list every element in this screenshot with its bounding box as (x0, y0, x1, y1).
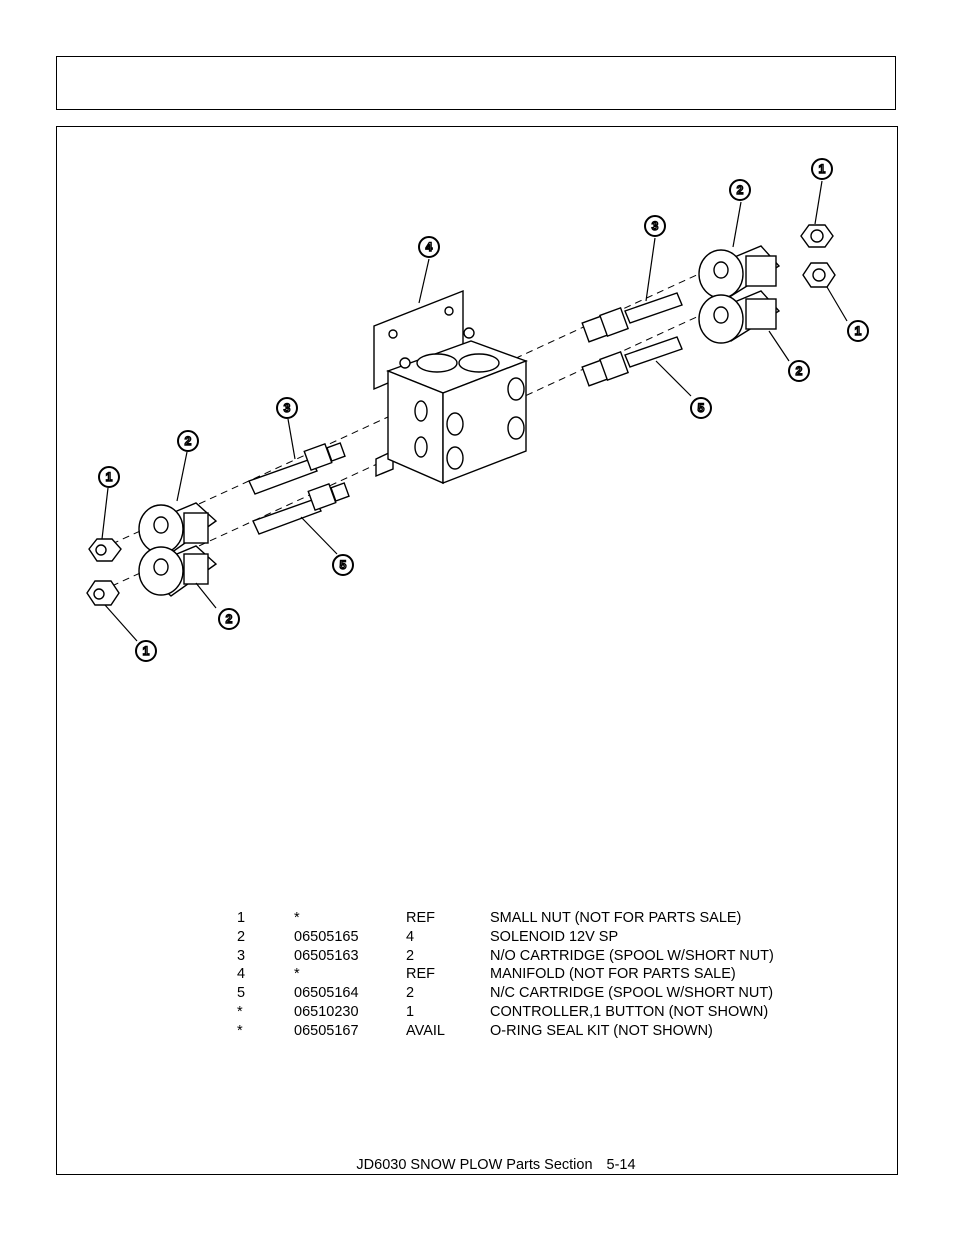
svg-text:1: 1 (142, 644, 150, 658)
svg-text:3: 3 (651, 219, 659, 233)
callout-manifold (419, 237, 439, 257)
svg-text:2: 2 (225, 612, 233, 626)
svg-text:1: 1 (818, 162, 826, 176)
right-solenoid-top (699, 246, 779, 298)
manifold (374, 291, 526, 483)
header-box (56, 56, 896, 110)
callout-left-nut-top (99, 467, 119, 487)
table-row (237, 947, 774, 966)
ref-number: * (237, 1022, 243, 1039)
left-nut-bottom (87, 581, 119, 605)
parts-list-table (237, 909, 774, 1041)
part-number: 06505167 (294, 1022, 359, 1039)
quantity: 1 (406, 1003, 415, 1020)
callout-right-solenoid-top (730, 180, 750, 200)
quantity: REF (406, 910, 435, 926)
right-cartridge-no (582, 293, 682, 342)
callout-left-nut-bottom (136, 641, 156, 661)
callout-left-cartridge-no (277, 398, 297, 418)
part-number: * (294, 966, 300, 983)
svg-text:5: 5 (339, 558, 347, 572)
table-row (237, 1003, 774, 1022)
left-solenoid-bottom (139, 546, 216, 596)
description: N/C CARTRIDGE (SPOOL W/SHORT NUT) (490, 985, 774, 1002)
table-row (237, 928, 774, 947)
description: SMALL NUT (NOT FOR PARTS SALE) (490, 910, 742, 926)
svg-text:4: 4 (425, 240, 433, 254)
callout-right-cartridge-no (645, 216, 665, 236)
svg-text:2: 2 (184, 434, 192, 448)
table-row (237, 1022, 774, 1041)
left-solenoid-top (139, 503, 216, 553)
svg-text:2: 2 (736, 183, 744, 197)
table-row (237, 909, 774, 928)
svg-text:1: 1 (854, 324, 862, 338)
ref-number: 3 (237, 947, 246, 964)
ref-number: 2 (237, 928, 246, 945)
right-nut-bottom (803, 263, 835, 287)
part-number: 06505165 (294, 928, 359, 945)
ref-number: * (237, 1003, 243, 1020)
part-number: 06505163 (294, 947, 359, 964)
description: MANIFOLD (NOT FOR PARTS SALE) (490, 966, 736, 983)
callout-left-solenoid-top (178, 431, 198, 451)
left-cartridge-nc (253, 483, 349, 534)
page-number: 5-14 (606, 1157, 636, 1173)
callout-right-solenoid-bottom (789, 361, 809, 381)
callout-left-solenoid-bottom (219, 609, 239, 629)
svg-text:1: 1 (105, 470, 113, 484)
right-nut-top (801, 225, 833, 247)
left-cartridge-no (249, 443, 345, 494)
right-cartridge-nc (582, 337, 682, 386)
table-row (237, 984, 774, 1003)
description: O-RING SEAL KIT (NOT SHOWN) (490, 1022, 713, 1039)
footer-title: JD6030 SNOW PLOW Parts Section (356, 1157, 593, 1173)
description: CONTROLLER,1 BUTTON (NOT SHOWN) (490, 1003, 769, 1020)
callout-right-nut-top (812, 159, 832, 179)
description: SOLENOID 12V SP (490, 928, 619, 945)
svg-text:3: 3 (283, 401, 291, 415)
description: N/O CARTRIDGE (SPOOL W/SHORT NUT) (490, 947, 774, 964)
main-content-box (56, 126, 898, 1175)
part-number: * (294, 910, 300, 926)
svg-text:5: 5 (697, 401, 705, 415)
table-row (237, 965, 774, 984)
callout-right-cartridge-nc (691, 398, 711, 418)
quantity: REF (406, 966, 435, 983)
ref-number: 4 (237, 966, 246, 983)
callout-right-nut-bottom (848, 321, 868, 341)
quantity: 2 (406, 985, 415, 1002)
quantity: 2 (406, 947, 415, 964)
part-number: 06510230 (294, 1003, 359, 1020)
callout-left-cartridge-nc (333, 555, 353, 575)
ref-number: 1 (237, 910, 246, 926)
quantity: 4 (406, 928, 415, 945)
exploded-parts-diagram (57, 127, 897, 687)
part-number: 06505164 (294, 985, 359, 1002)
page-footer (57, 1157, 897, 1173)
right-solenoid-bottom (699, 291, 779, 343)
svg-text:2: 2 (795, 364, 803, 378)
quantity: AVAIL (406, 1022, 445, 1039)
ref-number: 5 (237, 985, 246, 1002)
